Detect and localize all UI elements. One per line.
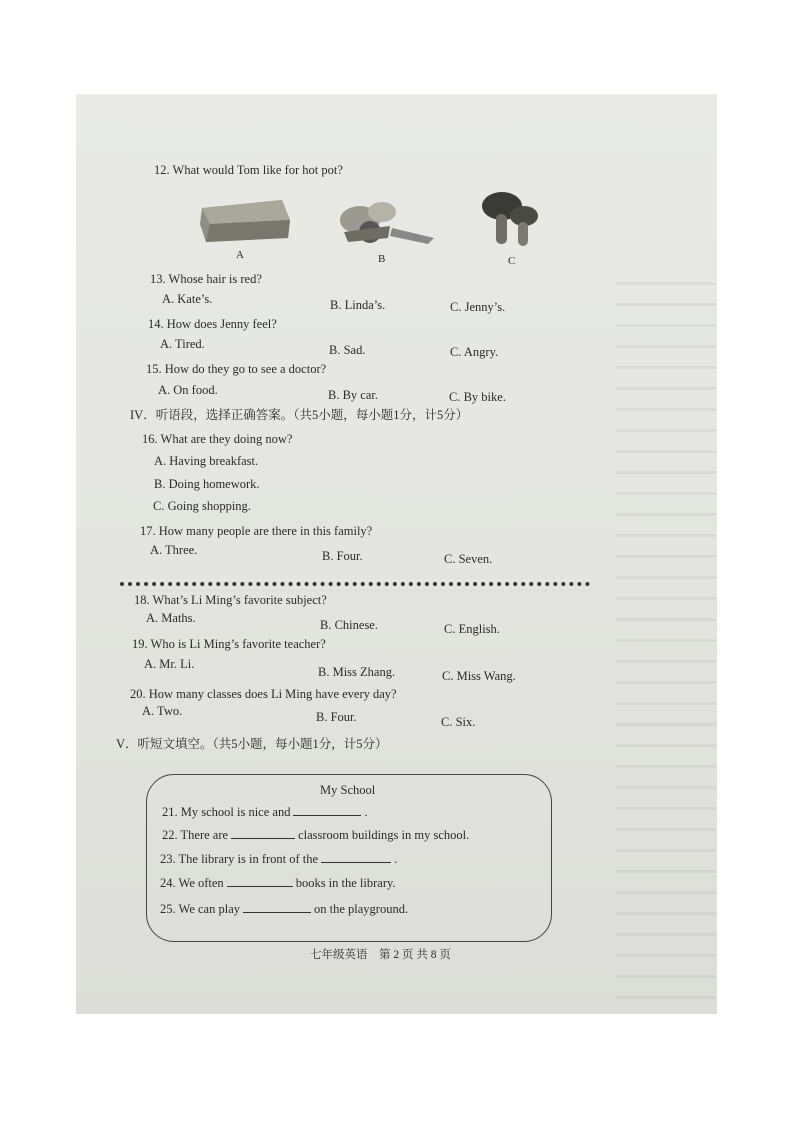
sentence-25 xyxy=(160,902,408,916)
vegetables-picture xyxy=(330,192,442,248)
question-17: 17. How many people are there in this family? xyxy=(140,524,373,538)
q19-option-b: B. Miss Zhang. xyxy=(318,665,396,679)
show-through-text xyxy=(616,264,716,1014)
blank-22[interactable] xyxy=(231,828,295,839)
q20-option-a: A. Two. xyxy=(142,704,183,718)
q16-option-c: C. Going shopping. xyxy=(153,499,251,513)
option-b-label: B xyxy=(378,253,386,265)
question-14: 14. How does Jenny feel? xyxy=(148,317,277,331)
sentence-22-end: classroom buildings in my school. xyxy=(298,828,470,842)
sentence-22 xyxy=(162,828,469,842)
q15-option-b: B. By car. xyxy=(328,388,378,402)
question-15: 15. How do they go to see a doctor? xyxy=(146,362,327,376)
section-v-title: V．听短文填空。（共5小题，每小题1分，计5分） xyxy=(116,737,388,751)
page-footer: 七年级英语 第 2 页 共 8 页 xyxy=(310,949,451,961)
question-12: 12. What would Tom like for hot pot? xyxy=(154,163,343,177)
q20-option-b: B. Four. xyxy=(316,710,357,724)
q19-option-a: A. Mr. Li. xyxy=(144,657,195,671)
sentence-24-end: books in the library. xyxy=(295,876,396,890)
question-16: 16. What are they doing now? xyxy=(142,432,293,446)
q18-option-c: C. English. xyxy=(444,622,500,636)
q13-option-a: A. Kate’s. xyxy=(162,292,213,306)
section-iv-title: IV．听语段，选择正确答案。（共5小题，每小题1分，计5分） xyxy=(130,408,469,422)
sentence-25-end: on the playground. xyxy=(314,902,409,916)
question-13: 13. Whose hair is red? xyxy=(150,272,262,286)
blank-25[interactable] xyxy=(243,902,311,913)
sentence-21-text: 21. My school is nice and xyxy=(162,805,291,819)
q18-option-a: A. Maths. xyxy=(146,611,196,625)
q15-option-c: C. By bike. xyxy=(449,390,506,404)
blank-23[interactable] xyxy=(321,852,391,863)
option-c-label: C xyxy=(508,255,516,267)
q16-option-b: B. Doing homework. xyxy=(154,477,260,491)
sentence-21-end: . xyxy=(364,805,368,819)
sentence-24 xyxy=(160,876,396,890)
q20-option-c: C. Six. xyxy=(441,715,476,729)
sentence-23-end: . xyxy=(394,852,398,866)
q17-option-c: C. Seven. xyxy=(444,552,493,566)
sentence-23-text: 23. The library is in front of the xyxy=(160,852,319,866)
exam-page-photo xyxy=(76,94,717,1014)
q17-option-a: A. Three. xyxy=(150,543,198,557)
sentence-23 xyxy=(160,852,397,866)
q18-option-b: B. Chinese. xyxy=(320,618,378,632)
sentence-21 xyxy=(162,805,368,819)
q14-option-c: C. Angry. xyxy=(450,345,499,359)
sentence-25-text: 25. We can play xyxy=(160,902,240,916)
q13-option-b: B. Linda’s. xyxy=(330,298,386,312)
question-18: 18. What’s Li Ming’s favorite subject? xyxy=(134,593,327,607)
q15-option-a: A. On food. xyxy=(158,383,218,397)
blank-21[interactable] xyxy=(293,805,361,816)
q13-option-c: C. Jenny’s. xyxy=(450,300,506,314)
dotted-separator xyxy=(120,582,590,586)
q14-option-a: A. Tired. xyxy=(160,337,205,351)
passage-title: My School xyxy=(320,783,376,797)
tofu-picture xyxy=(196,194,292,244)
sentence-22-text: 22. There are xyxy=(162,828,229,842)
q19-option-c: C. Miss Wang. xyxy=(442,669,516,683)
q14-option-b: B. Sad. xyxy=(329,343,366,357)
question-20: 20. How many classes does Li Ming have every day? xyxy=(130,687,397,701)
sentence-24-text: 24. We often xyxy=(160,876,224,890)
q17-option-b: B. Four. xyxy=(322,549,363,563)
option-a-label: A xyxy=(236,249,244,261)
mushroom-picture xyxy=(478,188,540,250)
q16-option-a: A. Having breakfast. xyxy=(154,454,259,468)
blank-24[interactable] xyxy=(227,876,293,887)
question-19: 19. Who is Li Ming’s favorite teacher? xyxy=(132,637,326,651)
